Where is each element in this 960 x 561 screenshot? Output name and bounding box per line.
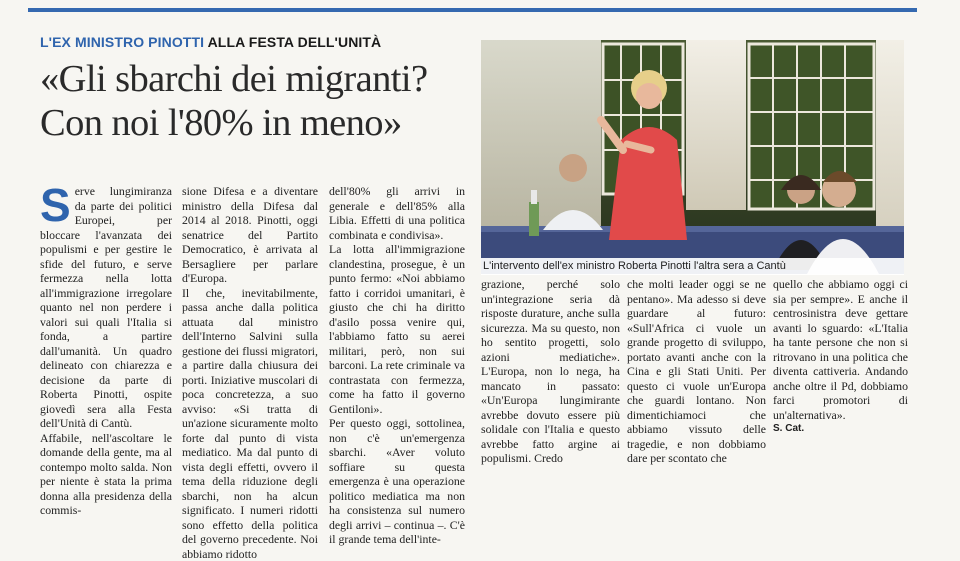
paragraph: dell'80% gli arrivi in generale e dell'85% alla Libia. Effetti di una politica combinata e condivisa». xyxy=(329,184,465,242)
author-signature: S. Cat. xyxy=(773,422,908,437)
article-column-3 xyxy=(329,184,465,434)
paragraph: che molti leader oggi se ne pentano». Ma adesso si deve guardare al futuro: «Sull'Africa ci vuole un grande progetto di sviluppo, portato avanti anche con la Cina e gli Stati Uniti. Per questo ci vuole un'Europa che guardi lontano. Non dimentichiamoci che abbiamo vissuto delle tragedie, e non dobbiamo dare per scontato che xyxy=(627,277,766,466)
top-rule xyxy=(28,8,917,12)
paragraph: erve lungimiranza da parte dei politici Europei, per bloccare l'avanzata dei populismi e per gestire le sfide del futuro, e serve fermezza nella lotta all'immigrazione irregolare quanto nel non perdere i valori sui quali l'Italia si fonda, a partire dall'umanità. Un quadro delineato con chiarezza e decisione da parte di Roberta Pinotti, ospite giovedì sera alla Festa dell'Unità di Cantù. xyxy=(40,184,172,430)
paragraph: Il che, inevitabilmente, passa anche dalla politica attuata dal ministro dell'Interno Salvini sulla gestione dei flussi migratori, a partire dalla chiusura dei porti. Iniziative muscolari di poca concretezza, a suo avviso: «Si tratta di un'azione sicuramente molto forte dal punto di vista mediatico. Ma dal punto di vista degli effetti, ovvero il tema della riduzione degli sbarchi, non ha alcun significato. I numeri ridotti sono effetto della politica del governo precedente. Noi abbiamo ridotto xyxy=(182,286,318,561)
article-photo xyxy=(481,40,904,274)
article-column-4 xyxy=(481,277,620,437)
event-photo-illustration xyxy=(481,40,904,274)
paragraph: Affabile, nell'ascoltare le domande della gente, ma al contempo molto salda. Non per niente è stata la prima donna alla presidenza della commis- xyxy=(40,431,172,518)
article-column-6 xyxy=(773,277,908,437)
paragraph: Per questo oggi, sottolinea, non c'è un'emergenza sbarchi. «Aver voluto soffiare su questa emergenza è una operazione politico mediatica ma non ha consistenza sul numero degli arrivi – continua –. C'è il grande tema dell'inte- xyxy=(329,416,465,547)
kicker-event: ALLA FESTA DELL'UNITÀ xyxy=(208,34,382,50)
paragraph: La lotta all'immigrazione clandestina, prosegue, è un punto fermo: «Noi abbiamo fatto i corridoi umanitari, è giusto che chi ha diritto d'asilo possa venire qui, l'abbiamo fatto su aerei militari, però, non sui barconi. La rete criminale va contrastata con fermezza, come ha fatto il governo Gentiloni». xyxy=(329,242,465,416)
article-column-5 xyxy=(627,277,766,437)
paragraph: sione Difesa e a diventare ministro della Difesa dal 2014 al 2018. Pinotti, oggi senatrice del Partito Democratico, è arrivata al Bersagliere per parlare d'Europa. xyxy=(182,184,318,286)
headline xyxy=(40,57,470,145)
kicker xyxy=(40,34,381,50)
paragraph: grazione, perché solo un'integrazione seria dà risposte durature, anche sulla sicurezza. Ma su questo, non ho sentito progetti, solo azioni mediatiche». L'Europa, non lo nega, ha mancato in passato: «Un'Europa lungimirante avrebbe dovuto essere più solidale con l'Italia e questo avrebbe fatto argine ai populismi. Credo xyxy=(481,277,620,466)
article-column-2 xyxy=(182,184,318,434)
paragraph: quello che abbiamo oggi ci sia per sempre». E anche il centrosinistra deve gettare avanti lo sguardo: «L'Italia ha tante persone che non si ritrovano in una politica che diventa cattiveria. Andando anche oltre il Pd, dobbiamo farci promotori di un'alternativa». xyxy=(773,277,908,422)
headline-line-2: Con noi l'80% in meno» xyxy=(40,101,470,145)
drop-cap: S xyxy=(40,186,71,224)
photo-caption: L'intervento dell'ex ministro Roberta Pinotti l'altra sera a Cantù xyxy=(481,258,904,275)
kicker-name: L'EX MINISTRO PINOTTI xyxy=(40,34,204,50)
article-column-1 xyxy=(40,184,172,434)
headline-line-1: «Gli sbarchi dei migranti? xyxy=(40,57,470,101)
